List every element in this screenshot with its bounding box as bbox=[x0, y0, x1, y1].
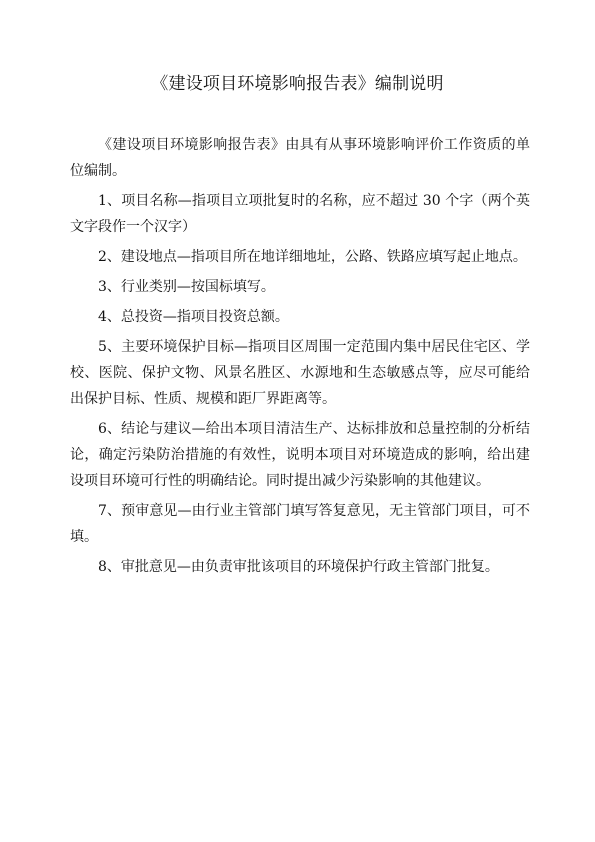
item-environmental-targets: 5、主要环境保护目标—指项目区周围一定范围内集中居民住宅区、学校、医院、保护文物、风景名胜区、水源地和生态敏感点等，应尽可能给出保护目标、性质、规模和距厂界距离等。 bbox=[70, 339, 530, 407]
item-project-name: 1、项目名称—指项目立项批复时的名称，应不超过 30 个字（两个英文字段作一个汉字） bbox=[70, 193, 530, 235]
item-industry-category: 3、行业类别—按国标填写。 bbox=[98, 279, 275, 295]
item-conclusion-suggestions: 6、结论与建议—给出本项目清洁生产、达标排放和总量控制的分析结论，确定污染防治措施的有效性，说明本项目对环境造成的影响，给出建设项目环境可行性的明确结论。同时提出减少污染影响的其他建议。 bbox=[70, 421, 530, 489]
item-construction-location: 2、建设地点—指项目所在地详细地址，公路、铁路应填写起止地点。 bbox=[98, 249, 527, 265]
item-approval-opinion: 8、审批意见—由负责审批该项目的环境保护行政主管部门批复。 bbox=[98, 559, 499, 575]
document-title: 《建设项目环境影响报告表》编制说明 bbox=[151, 74, 444, 94]
item-total-investment: 4、总投资—指项目投资总额。 bbox=[98, 309, 289, 325]
item-preliminary-review: 7、预审意见—由行业主管部门填写答复意见，无主管部门项目，可不填。 bbox=[70, 503, 530, 545]
intro-paragraph: 《建设项目环境影响报告表》由具有从事环境影响评价工作资质的单位编制。 bbox=[70, 137, 530, 179]
document-body bbox=[70, 132, 530, 584]
